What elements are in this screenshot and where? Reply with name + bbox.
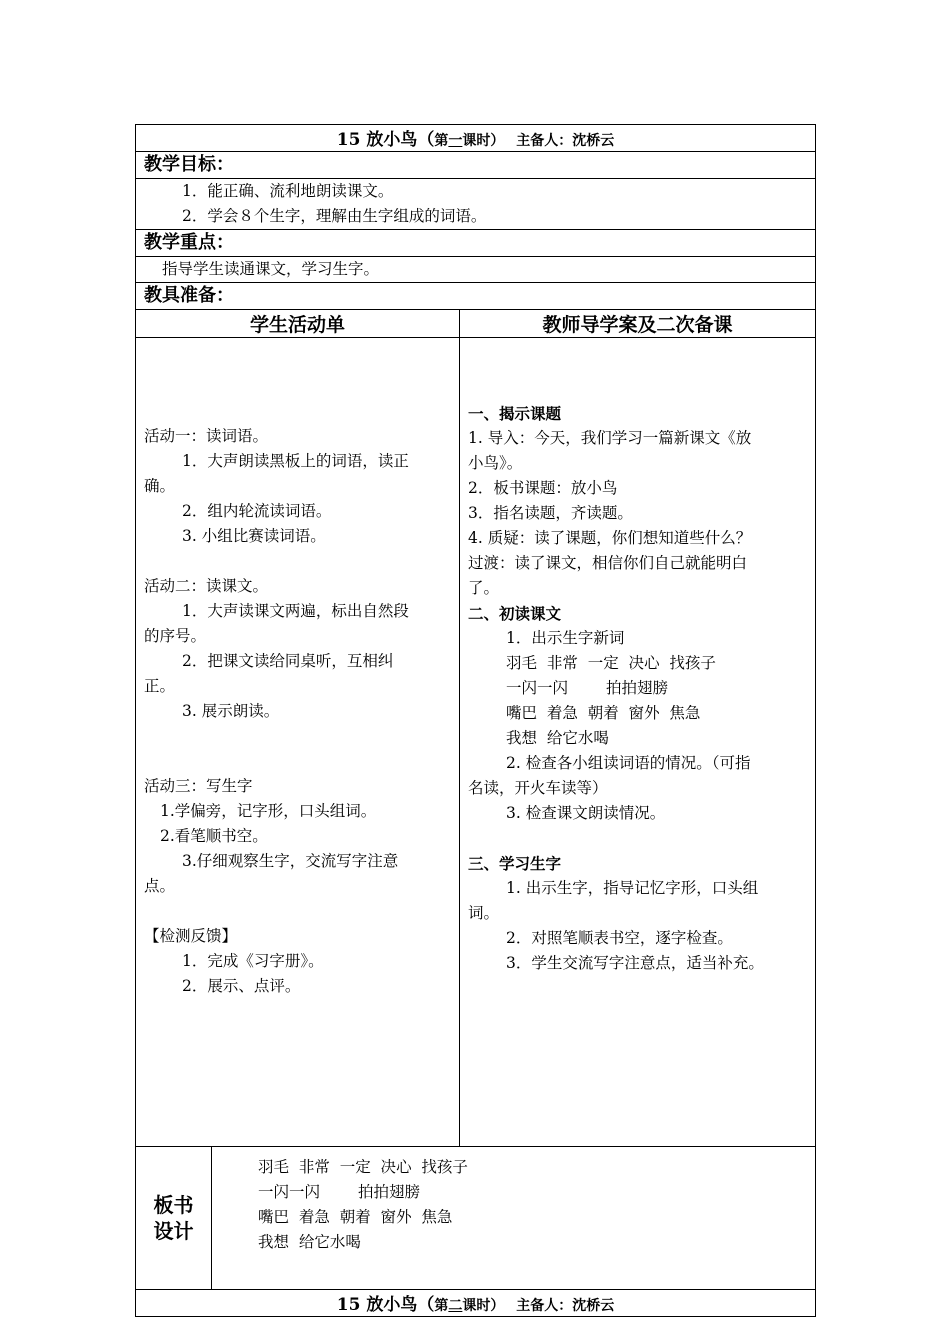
lesson1-title-post: 课时） xyxy=(462,133,505,149)
activity2-step2-cont: 正。 xyxy=(144,677,176,695)
objective-item: 2．学会８个生字，理解由生字组成的词语。 xyxy=(182,207,487,225)
lesson1-period: 一 xyxy=(448,133,463,149)
objectives-list xyxy=(136,179,816,230)
feedback-step1: 1．完成《习字册》。 xyxy=(182,952,324,970)
section1-item3: 3．指名读题，齐读题。 xyxy=(468,504,633,522)
section2-item1: 1．出示生字新词 xyxy=(506,629,625,647)
keypoints-heading: 教学重点： xyxy=(136,230,816,257)
student-activities xyxy=(136,338,460,1147)
column-headers-row xyxy=(136,310,816,338)
activity2-step1: 1．大声读课文两遍，标出自然段 xyxy=(182,602,409,620)
section2-item2-cont: 名读，开火车读等） xyxy=(468,779,608,797)
activity2-step3: 3. 展示朗读。 xyxy=(182,702,280,720)
teacher-column-header: 教师导学案及二次备课 xyxy=(460,310,816,338)
activity3-step1: 1.学偏旁，记字形，口头组词。 xyxy=(160,802,377,820)
objectives-row xyxy=(136,179,816,230)
activity1-title: 活动一：读词语。 xyxy=(144,427,269,445)
section2-words-line1: 羽毛 非常 一定 决心 找孩子 xyxy=(506,654,716,672)
section1-transition: 过渡：读了课文，相信你们自己就能明白 xyxy=(468,554,748,572)
lesson1-title-row xyxy=(136,125,816,152)
activity1-step1-cont: 确。 xyxy=(144,477,176,495)
lesson2-title xyxy=(136,1290,816,1317)
student-column-header: 学生活动单 xyxy=(136,310,460,338)
section3-item2: 2．对照笔顺表书空，逐字检查。 xyxy=(506,929,733,947)
section2-words-line3: 嘴巴 着急 朝着 窗外 焦急 xyxy=(506,704,701,722)
section3-item1: 1. 出示生字，指导记忆字形，口头组 xyxy=(506,879,759,897)
lesson1-preparer: 主备人：沈桥云 xyxy=(516,133,615,149)
section3-item3: 3．学生交流写字注意点，适当补充。 xyxy=(506,954,764,972)
keypoints-text: 指导学生读通课文，学习生字。 xyxy=(162,260,380,278)
board-words-line2: 一闪一闪 拍拍翅膀 xyxy=(258,1183,421,1201)
section1-item4: 4. 质疑：读了课题，你们想知道些什么？ xyxy=(468,529,752,547)
teacher-guide xyxy=(460,338,816,1147)
section1-item1-cont: 小鸟》。 xyxy=(468,454,523,472)
section2-words-line2: 一闪一闪 拍拍翅膀 xyxy=(506,679,669,697)
objective-item: 1．能正确、流利地朗读课文。 xyxy=(182,182,394,200)
materials-heading: 教具准备： xyxy=(136,283,816,310)
activity2-title: 活动二：读课文。 xyxy=(144,577,269,595)
lesson1-title-main: 15 放小鸟（ xyxy=(336,130,435,150)
board-words-line3: 嘴巴 着急 朝着 窗外 焦急 xyxy=(258,1208,453,1226)
section1-transition-cont: 了。 xyxy=(468,579,500,597)
lesson2-title-main: 15 放小鸟（ xyxy=(336,1295,435,1315)
activity3-step3: 3.仔细观察生字，交流写字注意 xyxy=(182,852,399,870)
activity1-step3: 3. 小组比赛读词语。 xyxy=(182,527,326,545)
activity1-step2: 2．组内轮流读词语。 xyxy=(182,502,332,520)
lesson1-title xyxy=(136,125,816,152)
section1-item1: 1. 导入：今天，我们学习一篇新课文《放 xyxy=(468,429,752,447)
objectives-heading-row xyxy=(136,152,816,179)
objectives-heading: 教学目标： xyxy=(136,152,816,179)
section2-words-line4: 我想 给它水喝 xyxy=(506,729,609,747)
section3-item1-cont: 词。 xyxy=(468,904,500,922)
section2-item3: 3. 检查课文朗读情况。 xyxy=(506,804,666,822)
section1-title: 一、揭示课题 xyxy=(468,404,562,423)
lesson-plan-document xyxy=(135,124,815,1317)
lesson1-title-pre: 第 xyxy=(434,133,449,149)
activity3-step3-cont: 点。 xyxy=(144,877,176,895)
activity3-step2: 2.看笔顺书空。 xyxy=(160,827,268,845)
lesson-plan-table xyxy=(135,124,816,1317)
board-words-line4: 我想 给它水喝 xyxy=(258,1233,361,1251)
materials-heading-row xyxy=(136,283,816,310)
board-design-row xyxy=(136,1147,816,1290)
activities-row xyxy=(136,338,816,1147)
lesson2-preparer: 主备人：沈桥云 xyxy=(516,1298,615,1314)
board-design-label: 板书 设计 xyxy=(136,1147,212,1290)
board-design-content xyxy=(212,1147,816,1290)
section3-title: 三、学习生字 xyxy=(468,854,562,873)
lesson2-period: 二 xyxy=(448,1298,463,1314)
section2-title: 二、初读课文 xyxy=(468,604,562,623)
feedback-step2: 2．展示、点评。 xyxy=(182,977,301,995)
section2-item2: 2. 检查各小组读词语的情况。（可指 xyxy=(506,754,751,772)
activity2-step1-cont: 的序号。 xyxy=(144,627,207,645)
section1-item2: 2．板书课题：放小鸟 xyxy=(468,479,618,497)
lesson2-title-row xyxy=(136,1290,816,1317)
feedback-title: 【检测反馈】 xyxy=(144,927,238,945)
board-words-line1: 羽毛 非常 一定 决心 找孩子 xyxy=(258,1158,468,1176)
keypoints-row xyxy=(136,257,816,283)
lesson2-title-post: 课时） xyxy=(462,1298,505,1314)
activity2-step2: 2．把课文读给同桌听，互相纠 xyxy=(182,652,394,670)
activity1-step1: 1．大声朗读黑板上的词语，读正 xyxy=(182,452,409,470)
lesson2-title-pre: 第 xyxy=(434,1298,449,1314)
keypoints-heading-row xyxy=(136,230,816,257)
activity3-title: 活动三：写生字 xyxy=(144,777,253,795)
